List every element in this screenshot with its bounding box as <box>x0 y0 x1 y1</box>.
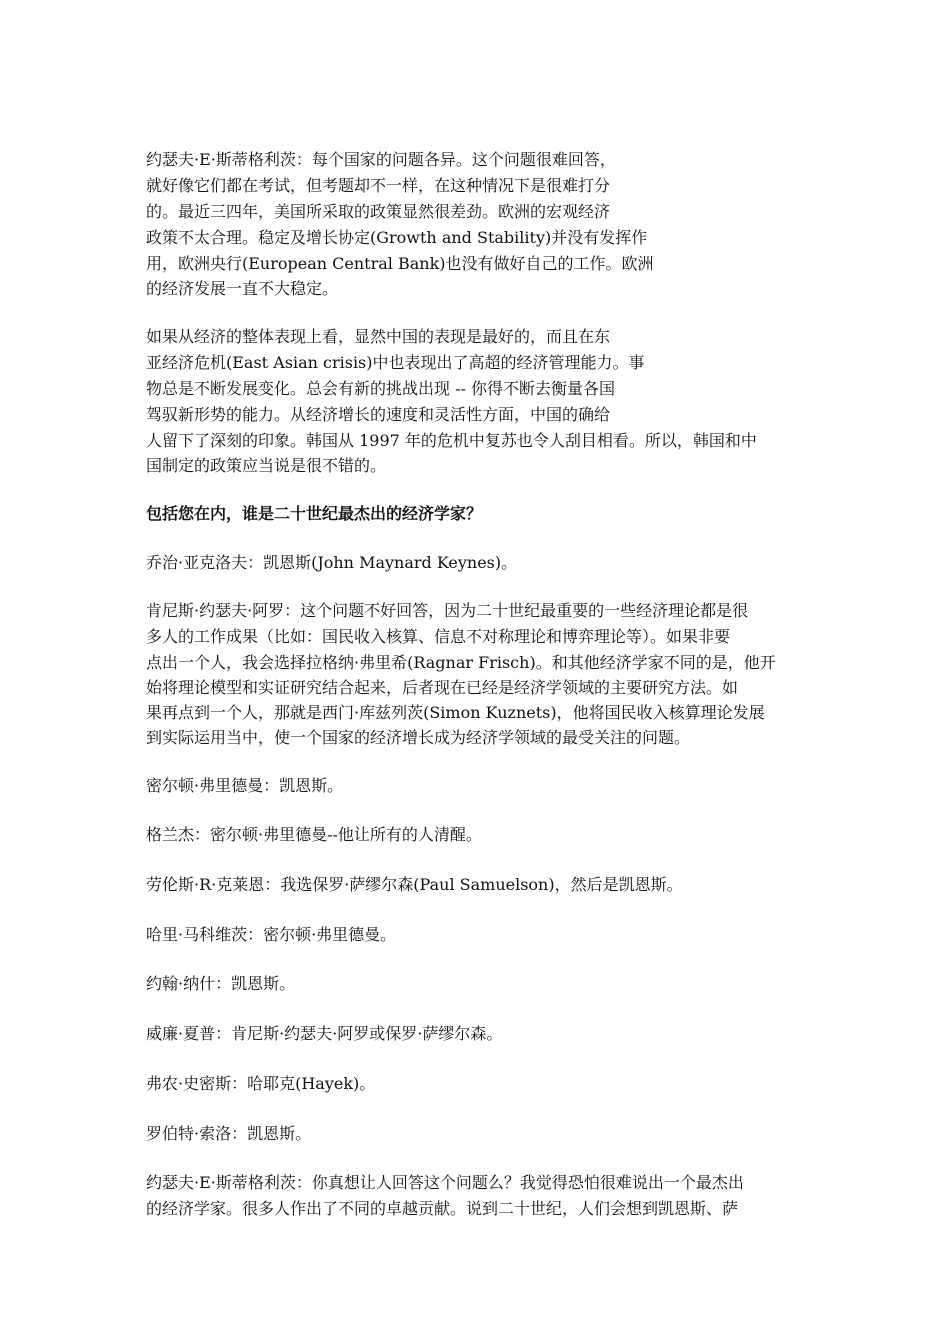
answer-sharpe: 威廉·夏普：肯尼斯·约瑟夫·阿罗或保罗·萨缪尔森。 <box>146 1024 503 1043</box>
paragraph-2-line-4: 驾驭新形势的能力。从经济增长的速度和灵活性方面，中国的确给 <box>146 405 611 424</box>
paragraph-1-line-4: 政策不太合理。稳定及增长协定(Growth and Stability)并没有发挥作 <box>146 228 648 247</box>
paragraph-1-line-6: 的经济发展一直不大稳定。 <box>146 279 339 298</box>
answer-arrow-line-6: 到实际运用当中，使一个国家的经济增长成为经济学领域的最受关注的问题。 <box>146 728 691 747</box>
answer-markowitz: 哈里·马科维茨：密尔顿·弗里德曼。 <box>146 925 397 944</box>
answer-smith: 弗农·史密斯：哈耶克(Hayek)。 <box>146 1074 376 1093</box>
paragraph-2-line-5: 人留下了深刻的印象。韩国从 1997 年的危机中复苏也令人刮目相看。所以，韩国和中 <box>146 431 757 450</box>
question-heading: 包括您在内，谁是二十世纪最杰出的经济学家？ <box>146 504 483 523</box>
answer-arrow-line-3: 点出一个人，我会选择拉格纳·弗里希(Ragnar Frisch)。和其他经济学家不同的是，他开 <box>146 653 776 672</box>
paragraph-2-line-2: 亚经济危机(East Asian crisis)中也表现出了高超的经济管理能力。事 <box>146 353 645 372</box>
answer-klein: 劳伦斯·R·克莱恩：我选保罗·萨缪尔森(Paul Samuelson)，然后是凯恩斯。 <box>146 875 683 894</box>
answer-arrow-line-2: 多人的工作成果（比如：国民收入核算、信息不对称理论和博弈理论等）。如果非要 <box>146 627 731 646</box>
answer-arrow-line-4: 始将理论模型和实证研究结合起来，后者现在已经是经济学领域的主要研究方法。如 <box>146 678 739 697</box>
paragraph-1-line-1: 约瑟夫·E·斯蒂格利茨：每个国家的问题各异。这个问题很难回答， <box>146 150 616 169</box>
answer-granger: 格兰杰：密尔顿·弗里德曼--他让所有的人清醒。 <box>146 825 482 844</box>
answer-stiglitz-line-2: 的经济学家。很多人作出了不同的卓越贡献。说到二十世纪，人们会想到凯恩斯、萨 <box>146 1199 739 1218</box>
paragraph-1-line-5: 用，欧洲央行(European Central Bank)也没有做好自己的工作。欧洲 <box>146 254 654 273</box>
answer-arrow-line-1: 肯尼斯·约瑟夫·阿罗：这个问题不好回答，因为二十世纪最重要的一些经济理论都是很 <box>146 601 749 620</box>
answer-solow: 罗伯特·索洛：凯恩斯。 <box>146 1124 312 1143</box>
answer-nash: 约翰·纳什：凯恩斯。 <box>146 974 296 993</box>
answer-akerlof: 乔治·亚克洛夫：凯恩斯(John Maynard Keynes)。 <box>146 553 518 572</box>
paragraph-1-line-3: 的。最近三四年，美国所采取的政策显然很差劲。欧洲的宏观经济 <box>146 202 611 221</box>
paragraph-2-line-3: 物总是不断发展变化。总会有新的挑战出现 -- 你得不断去衡量各国 <box>146 379 615 398</box>
answer-arrow-line-5: 果再点到一个人，那就是西门·库兹列茨(Simon Kuznets)，他将国民收入核算理论发展 <box>146 703 765 722</box>
paragraph-2-line-6: 国制定的政策应当说是很不错的。 <box>146 456 387 475</box>
paragraph-2-line-1: 如果从经济的整体表现上看，显然中国的表现是最好的，而且在东 <box>146 327 611 346</box>
paragraph-1-line-2: 就好像它们都在考试，但考题却不一样，在这种情况下是很难打分 <box>146 176 611 195</box>
answer-friedman: 密尔顿·弗里德曼：凯恩斯。 <box>146 776 344 795</box>
answer-stiglitz-line-1: 约瑟夫·E·斯蒂格利茨：你真想让人回答这个问题么？我觉得恐怕很难说出一个最杰出 <box>146 1173 744 1192</box>
